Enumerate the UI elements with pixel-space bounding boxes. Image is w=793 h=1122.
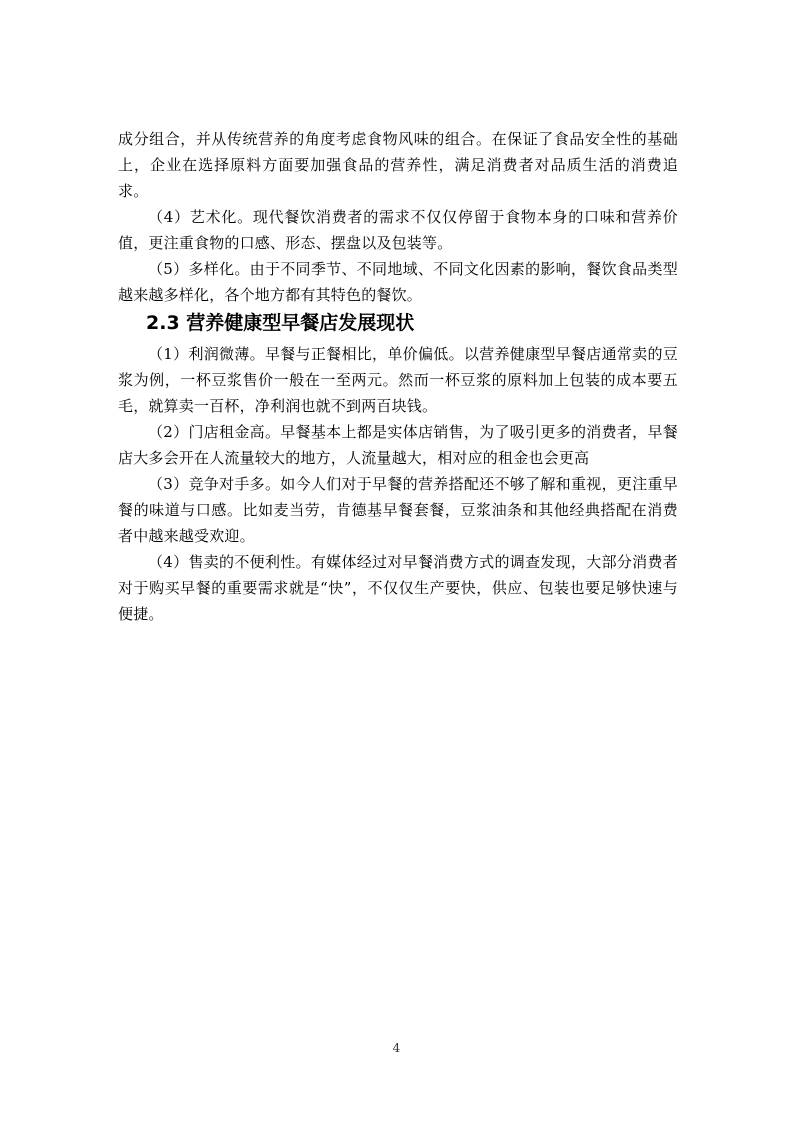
body-text-top <box>118 126 678 308</box>
section-heading: 2.3 营养健康型早餐店发展现状 <box>146 312 415 334</box>
paragraph-continuation: 成分组合，并从传统营养的角度考虑食物风味的组合。在保证了食品安全性的基础上，企业在选择原料方面要加强食品的营养性，满足消费者对品质生活的消费追求。 <box>118 130 678 200</box>
paragraph-competition: （3）竞争对手多。如今人们对于早餐的营养搭配还不够了解和重视，更注重早餐的味道与口感。比如麦当劳，肯德基早餐套餐，豆浆油条和其他经典搭配在消费者中越来越受欢迎。 <box>118 475 678 545</box>
page-number: 4 <box>392 1041 401 1055</box>
paragraph-high-rent: （2）门店租金高。早餐基本上都是实体店销售，为了吸引更多的消费者，早餐店大多会开在人流量较大的地方，人流量越大，相对应的租金也会更高 <box>118 423 678 467</box>
body-text-bottom <box>118 341 678 627</box>
paragraph-inconvenience: （4）售卖的不便利性。有媒体经过对早餐消费方式的调查发现，大部分消费者对于购买早餐的重要需求就是“快”，不仅仅生产要快，供应、包装也要足够快速与便捷。 <box>118 553 678 623</box>
paragraph-low-profit: （1）利润微薄。早餐与正餐相比，单价偏低。以营养健康型早餐店通常卖的豆浆为例，一杯豆浆售价一般在一至两元。然而一杯豆浆的原料加上包装的成本要五毛，就算卖一百杯，净利润也就不到两百块钱。 <box>118 345 678 415</box>
paragraph-diversity: （5）多样化。由于不同季节、不同地域、不同文化因素的影响，餐饮食品类型越来越多样化，各个地方都有其特色的餐饮。 <box>118 260 678 304</box>
paragraph-artistic: （4）艺术化。现代餐饮消费者的需求不仅仅停留于食物本身的口味和营养价值，更注重食物的口感、形态、摆盘以及包装等。 <box>118 208 678 252</box>
